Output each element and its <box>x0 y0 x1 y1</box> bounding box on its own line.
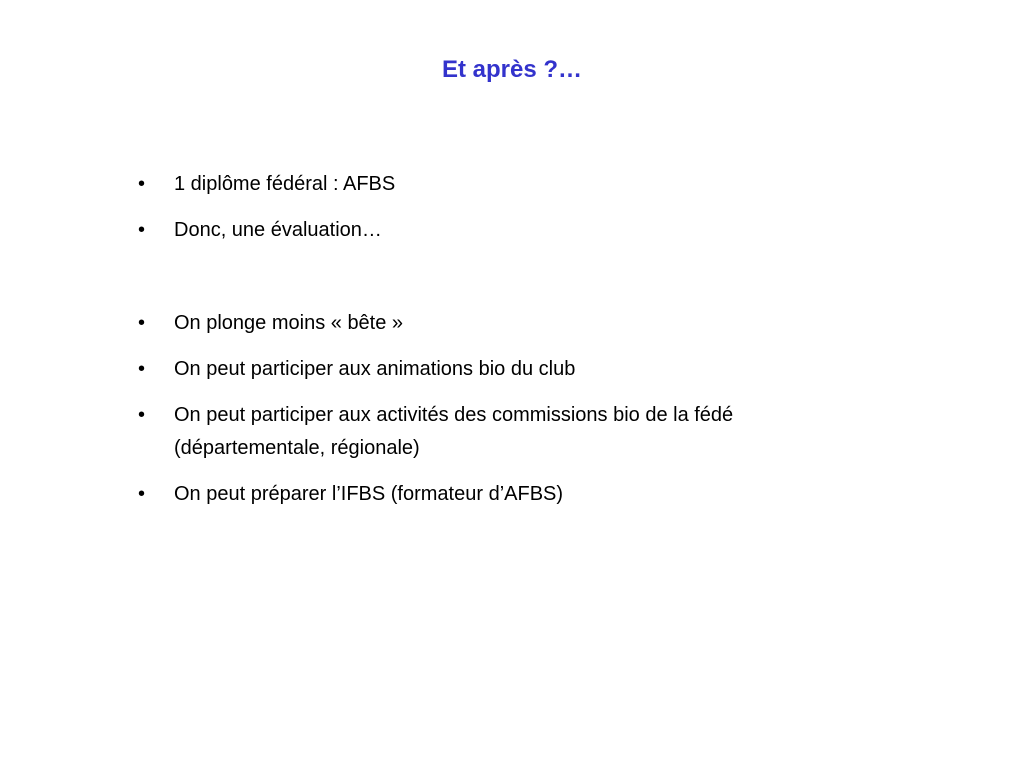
bullet-text: Donc, une évaluation… <box>174 219 382 241</box>
bullet-dot: • <box>138 404 146 426</box>
bullet-item <box>136 399 836 465</box>
bullet-list <box>136 168 836 511</box>
bullet-dot: • <box>138 358 146 380</box>
bullet-item <box>136 353 836 386</box>
bullet-dot: • <box>138 219 146 241</box>
bullet-text: On peut participer aux activités des commissions bio de la fédé (départementale, régionale) <box>174 404 734 459</box>
bullet-text: On peut participer aux animations bio du club <box>174 358 576 380</box>
bullet-text: 1 diplôme fédéral : AFBS <box>174 173 396 195</box>
bullet-dot: • <box>138 173 146 195</box>
bullet-item <box>136 168 836 201</box>
bullet-dot: • <box>138 483 146 505</box>
bullet-item <box>136 214 836 247</box>
bullet-text: On plonge moins « bête » <box>174 312 404 334</box>
bullet-item <box>136 478 836 511</box>
bullet-dot: • <box>138 312 146 334</box>
slide-title: Et après ?… <box>441 56 583 83</box>
bullet-item <box>136 307 836 340</box>
bullet-text: On peut préparer l’IFBS (formateur d’AFBS) <box>174 483 564 505</box>
